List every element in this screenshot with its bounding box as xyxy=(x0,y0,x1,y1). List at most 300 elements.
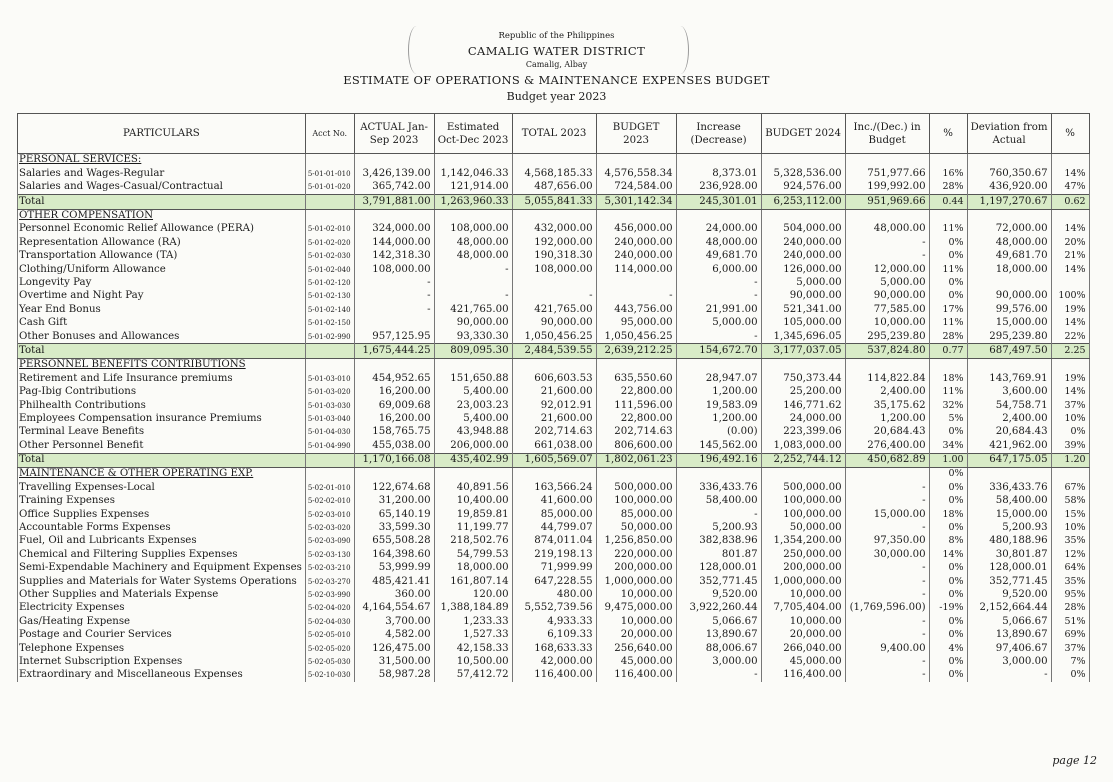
value-cell: 0% xyxy=(929,481,967,494)
value-cell: 537,824.80 xyxy=(845,344,929,358)
value-cell: 455,038.00 xyxy=(354,439,434,453)
value-cell: 128,000.01 xyxy=(676,562,761,575)
value-cell: 10,500.00 xyxy=(434,655,512,668)
row-label: Overtime and Night Pay xyxy=(18,290,306,303)
value-cell: 93,330.30 xyxy=(434,330,512,344)
acct-cell: 5-01-02-150 xyxy=(305,317,354,330)
value-cell: 95,000.00 xyxy=(596,317,676,330)
value-cell xyxy=(434,358,512,372)
value-cell: 19,859.81 xyxy=(434,508,512,521)
row-label: Salaries and Wages-Regular xyxy=(18,167,306,180)
value-cell: 13,890.67 xyxy=(967,629,1051,642)
value-cell: 0% xyxy=(929,669,967,682)
value-cell: 14% xyxy=(1051,223,1089,236)
total-row xyxy=(18,453,1090,467)
value-cell: 352,771.45 xyxy=(967,575,1051,588)
value-cell: 105,000.00 xyxy=(761,317,845,330)
value-cell: 163,566.24 xyxy=(512,481,596,494)
value-cell: 51% xyxy=(1051,615,1089,628)
value-cell xyxy=(354,154,434,168)
acct-cell: 5-01-04-990 xyxy=(305,439,354,453)
value-cell: 0% xyxy=(929,236,967,249)
value-cell: 3,177,037.05 xyxy=(761,344,845,358)
value-cell: 1,233.33 xyxy=(434,615,512,628)
value-cell: 19% xyxy=(1051,372,1089,385)
value-cell xyxy=(967,154,1051,168)
acct-cell: 5-01-02-990 xyxy=(305,330,354,344)
value-cell: 240,000.00 xyxy=(596,236,676,249)
row-label: Gas/Heating Expense xyxy=(18,615,306,628)
value-cell: 9,475,000.00 xyxy=(596,602,676,615)
value-cell: 1,200.00 xyxy=(845,412,929,425)
value-cell: 432,000.00 xyxy=(512,223,596,236)
row-label: Longevity Pay xyxy=(18,277,306,290)
acct-cell: 5-01-03-020 xyxy=(305,386,354,399)
value-cell: 90,000.00 xyxy=(845,290,929,303)
table-row xyxy=(18,615,1090,628)
value-cell: 10,000.00 xyxy=(761,615,845,628)
value-cell: 190,318.30 xyxy=(512,250,596,263)
value-cell xyxy=(967,467,1051,481)
value-cell: - xyxy=(845,495,929,508)
value-cell: 37% xyxy=(1051,399,1089,412)
acct-cell xyxy=(305,453,354,467)
table-row xyxy=(18,495,1090,508)
section-row xyxy=(18,358,1090,372)
value-cell: 50,000.00 xyxy=(596,522,676,535)
value-cell: 18% xyxy=(929,372,967,385)
value-cell: 11% xyxy=(929,317,967,330)
row-label: Postage and Courier Services xyxy=(18,629,306,642)
value-cell: 23,003.23 xyxy=(434,399,512,412)
value-cell: 1,050,456.25 xyxy=(596,330,676,344)
row-label: Supplies and Materials for Water Systems Operations xyxy=(18,575,306,588)
value-cell: 95% xyxy=(1051,589,1089,602)
value-cell: 0% xyxy=(1051,669,1089,682)
value-cell: 0% xyxy=(929,629,967,642)
value-cell: 202,714.63 xyxy=(512,426,596,439)
value-cell: 142,318.30 xyxy=(354,250,434,263)
value-cell: 20,684.43 xyxy=(845,426,929,439)
value-cell: 295,239.80 xyxy=(967,330,1051,344)
value-cell: - xyxy=(596,290,676,303)
value-cell: 3,600.00 xyxy=(967,386,1051,399)
value-cell: 1,050,456.25 xyxy=(512,330,596,344)
value-cell: 192,000.00 xyxy=(512,236,596,249)
value-cell: 64% xyxy=(1051,562,1089,575)
value-cell: - xyxy=(354,277,434,290)
row-label: Internet Subscription Expenses xyxy=(18,655,306,668)
value-cell xyxy=(512,154,596,168)
value-cell: 58,400.00 xyxy=(676,495,761,508)
value-cell: 12% xyxy=(1051,548,1089,561)
value-cell: 24,000.00 xyxy=(761,412,845,425)
table-row xyxy=(18,642,1090,655)
acct-cell: 5-01-03-040 xyxy=(305,412,354,425)
value-cell: 1,802,061.23 xyxy=(596,453,676,467)
table-row xyxy=(18,412,1090,425)
value-cell: (1,769,596.00) xyxy=(845,602,929,615)
value-cell xyxy=(512,358,596,372)
table-row xyxy=(18,250,1090,263)
value-cell: 951,969.66 xyxy=(845,195,929,209)
value-cell: - xyxy=(845,522,929,535)
value-cell: 126,475.00 xyxy=(354,642,434,655)
value-cell: 21% xyxy=(1051,250,1089,263)
value-cell xyxy=(967,209,1051,223)
row-label: Telephone Expenses xyxy=(18,642,306,655)
value-cell: 1,354,200.00 xyxy=(761,535,845,548)
value-cell: 16,200.00 xyxy=(354,386,434,399)
acct-cell: 5-02-03-020 xyxy=(305,522,354,535)
value-cell: - xyxy=(354,290,434,303)
value-cell: 4,568,185.33 xyxy=(512,167,596,180)
value-cell: 436,920.00 xyxy=(967,181,1051,195)
value-cell: 2,152,664.44 xyxy=(967,602,1051,615)
table-row xyxy=(18,181,1090,195)
value-cell: 17% xyxy=(929,303,967,316)
value-cell: 0% xyxy=(1051,426,1089,439)
value-cell: 21,600.00 xyxy=(512,412,596,425)
row-label: Electricity Expenses xyxy=(18,602,306,615)
value-cell xyxy=(354,467,434,481)
value-cell: 655,508.28 xyxy=(354,535,434,548)
value-cell: 28% xyxy=(1051,602,1089,615)
value-cell: 4% xyxy=(929,642,967,655)
acct-cell: 5-01-01-020 xyxy=(305,181,354,195)
col-inc-dec: Inc./(Dec.) in Budget xyxy=(845,114,929,154)
value-cell: 240,000.00 xyxy=(761,236,845,249)
value-cell: 0.77 xyxy=(929,344,967,358)
value-cell: 48,000.00 xyxy=(676,236,761,249)
value-cell xyxy=(434,467,512,481)
table-row xyxy=(18,330,1090,344)
col-increase: Increase (Decrease) xyxy=(676,114,761,154)
row-label: Terminal Leave Benefits xyxy=(18,426,306,439)
value-cell: 12,000.00 xyxy=(845,263,929,276)
value-cell: 236,928.00 xyxy=(676,181,761,195)
value-cell xyxy=(761,358,845,372)
value-cell: 67% xyxy=(1051,481,1089,494)
value-cell xyxy=(1051,277,1089,290)
value-cell xyxy=(845,209,929,223)
value-cell: 18% xyxy=(929,508,967,521)
value-cell: 1,000,000.00 xyxy=(596,575,676,588)
row-label: Year End Bonus xyxy=(18,303,306,316)
value-cell: 1,170,166.08 xyxy=(354,453,434,467)
value-cell: 10,400.00 xyxy=(434,495,512,508)
value-cell: 6,253,112.00 xyxy=(761,195,845,209)
acct-cell: 5-01-02-020 xyxy=(305,236,354,249)
row-label: OTHER COMPENSATION xyxy=(18,209,306,223)
value-cell: 266,040.00 xyxy=(761,642,845,655)
value-cell: 4,582.00 xyxy=(354,629,434,642)
value-cell: 6,109.33 xyxy=(512,629,596,642)
value-cell: 219,198.13 xyxy=(512,548,596,561)
value-cell xyxy=(512,277,596,290)
row-label: Personnel Economic Relief Allowance (PERA) xyxy=(18,223,306,236)
value-cell: 35% xyxy=(1051,535,1089,548)
row-label: Extraordinary and Miscellaneous Expenses xyxy=(18,669,306,682)
table-row xyxy=(18,303,1090,316)
value-cell: 116,400.00 xyxy=(761,669,845,682)
value-cell: 2,639,212.25 xyxy=(596,344,676,358)
value-cell: 360.00 xyxy=(354,589,434,602)
acct-cell: 5-01-03-010 xyxy=(305,372,354,385)
value-cell: 1,675,444.25 xyxy=(354,344,434,358)
value-cell: 1,200.00 xyxy=(676,412,761,425)
value-cell: 5,000.00 xyxy=(676,317,761,330)
acct-cell: 5-02-03-130 xyxy=(305,548,354,561)
value-cell: 2,252,744.12 xyxy=(761,453,845,467)
section-row xyxy=(18,467,1090,481)
value-cell xyxy=(434,209,512,223)
value-cell xyxy=(434,277,512,290)
row-label: Transportation Allowance (TA) xyxy=(18,250,306,263)
page-number: page 12 xyxy=(1052,754,1097,767)
value-cell: 724,584.00 xyxy=(596,181,676,195)
value-cell: 8% xyxy=(929,535,967,548)
value-cell: 116,400.00 xyxy=(596,669,676,682)
value-cell: 606,603.53 xyxy=(512,372,596,385)
value-cell: - xyxy=(676,669,761,682)
value-cell: - xyxy=(845,575,929,588)
acct-cell: 5-02-05-020 xyxy=(305,642,354,655)
value-cell: 3,922,260.44 xyxy=(676,602,761,615)
value-cell: 41,600.00 xyxy=(512,495,596,508)
value-cell: 1,345,696.05 xyxy=(761,330,845,344)
value-cell: 92,012.91 xyxy=(512,399,596,412)
value-cell: 14% xyxy=(1051,263,1089,276)
value-cell: 32% xyxy=(929,399,967,412)
value-cell: 120.00 xyxy=(434,589,512,602)
acct-cell: 5-01-02-130 xyxy=(305,290,354,303)
value-cell: 85,000.00 xyxy=(512,508,596,521)
section-row xyxy=(18,154,1090,168)
value-cell xyxy=(676,358,761,372)
table-row xyxy=(18,655,1090,668)
value-cell: 100,000.00 xyxy=(761,508,845,521)
row-label: Total xyxy=(18,344,306,358)
value-cell: 365,742.00 xyxy=(354,181,434,195)
value-cell: - xyxy=(967,669,1051,682)
value-cell: 116,400.00 xyxy=(512,669,596,682)
value-cell: 10,000.00 xyxy=(845,317,929,330)
value-cell: 10,000.00 xyxy=(596,589,676,602)
value-cell: 20,684.43 xyxy=(967,426,1051,439)
value-cell: 421,962.00 xyxy=(967,439,1051,453)
value-cell: 31,200.00 xyxy=(354,495,434,508)
value-cell: 485,421.41 xyxy=(354,575,434,588)
value-cell: - xyxy=(845,236,929,249)
value-cell: 58% xyxy=(1051,495,1089,508)
value-cell: 6,000.00 xyxy=(676,263,761,276)
value-cell: 250,000.00 xyxy=(761,548,845,561)
acct-cell: 5-02-04-020 xyxy=(305,602,354,615)
value-cell: 2,400.00 xyxy=(967,412,1051,425)
table-row xyxy=(18,522,1090,535)
value-cell xyxy=(676,154,761,168)
value-cell: 14% xyxy=(929,548,967,561)
value-cell: 18,000.00 xyxy=(967,263,1051,276)
value-cell: 1,000,000.00 xyxy=(761,575,845,588)
value-cell: 5,552,739.56 xyxy=(512,602,596,615)
row-label: Other Personnel Benefit xyxy=(18,439,306,453)
col-particulars: PARTICULARS xyxy=(18,114,306,154)
row-label: Accountable Forms Expenses xyxy=(18,522,306,535)
value-cell: 443,756.00 xyxy=(596,303,676,316)
value-cell: 245,301.01 xyxy=(676,195,761,209)
row-label: Employees Compensation insurance Premiums xyxy=(18,412,306,425)
acct-cell: 5-02-03-090 xyxy=(305,535,354,548)
value-cell: 924,576.00 xyxy=(761,181,845,195)
value-cell xyxy=(929,358,967,372)
table-row xyxy=(18,439,1090,453)
value-cell: 5,301,142.34 xyxy=(596,195,676,209)
row-label: Travelling Expenses-Local xyxy=(18,481,306,494)
value-cell: - xyxy=(845,669,929,682)
value-cell: 5% xyxy=(929,412,967,425)
value-cell: 5,000.00 xyxy=(845,277,929,290)
value-cell: 0% xyxy=(929,562,967,575)
col-pct-2: % xyxy=(1051,114,1089,154)
value-cell: 34% xyxy=(929,439,967,453)
acct-cell: 5-01-01-010 xyxy=(305,167,354,180)
acct-cell: 5-01-04-030 xyxy=(305,426,354,439)
document-title: ESTIMATE OF OPERATIONS & MAINTENANCE EXPENSES BUDGET xyxy=(343,73,770,87)
country-line: Republic of the Philippines xyxy=(498,31,615,41)
value-cell: 200,000.00 xyxy=(596,562,676,575)
value-cell: 57,412.72 xyxy=(434,669,512,682)
value-cell xyxy=(845,154,929,168)
value-cell: 161,807.14 xyxy=(434,575,512,588)
value-cell: 100,000.00 xyxy=(761,495,845,508)
value-cell xyxy=(967,358,1051,372)
value-cell: 11% xyxy=(929,223,967,236)
value-cell: 54,758.71 xyxy=(967,399,1051,412)
col-total-2023: TOTAL 2023 xyxy=(512,114,596,154)
value-cell: 421,765.00 xyxy=(434,303,512,316)
value-cell: 146,771.62 xyxy=(761,399,845,412)
value-cell: 647,228.55 xyxy=(512,575,596,588)
value-cell xyxy=(434,154,512,168)
value-cell xyxy=(354,317,434,330)
value-cell: 5,200.93 xyxy=(967,522,1051,535)
col-deviation: Deviation from Actual xyxy=(967,114,1051,154)
value-cell: 114,822.84 xyxy=(845,372,929,385)
value-cell xyxy=(596,154,676,168)
value-cell: 276,400.00 xyxy=(845,439,929,453)
value-cell: 35% xyxy=(1051,575,1089,588)
value-cell: - xyxy=(845,655,929,668)
acct-cell: 5-02-10-030 xyxy=(305,669,354,682)
value-cell xyxy=(596,467,676,481)
value-cell: 48,000.00 xyxy=(845,223,929,236)
table-row xyxy=(18,548,1090,561)
value-cell: 760,350.67 xyxy=(967,167,1051,180)
value-cell: 16,200.00 xyxy=(354,412,434,425)
value-cell: 9,520.00 xyxy=(967,589,1051,602)
value-cell: 13,890.67 xyxy=(676,629,761,642)
value-cell: 21,991.00 xyxy=(676,303,761,316)
value-cell: 31,500.00 xyxy=(354,655,434,668)
value-cell: 7% xyxy=(1051,655,1089,668)
value-cell: 957,125.95 xyxy=(354,330,434,344)
value-cell: 90,000.00 xyxy=(967,290,1051,303)
table-row xyxy=(18,562,1090,575)
value-cell: 48,000.00 xyxy=(967,236,1051,249)
value-cell: 4,164,554.67 xyxy=(354,602,434,615)
value-cell: 647,175.05 xyxy=(967,453,1051,467)
value-cell: 240,000.00 xyxy=(596,250,676,263)
value-cell: 108,000.00 xyxy=(512,263,596,276)
value-cell: 39% xyxy=(1051,439,1089,453)
value-cell: 1,263,960.33 xyxy=(434,195,512,209)
table-row xyxy=(18,669,1090,682)
value-cell: 1,605,569.07 xyxy=(512,453,596,467)
value-cell: 336,433.76 xyxy=(967,481,1051,494)
value-cell: 1.00 xyxy=(929,453,967,467)
value-cell: - xyxy=(845,250,929,263)
value-cell: 5,066.67 xyxy=(967,615,1051,628)
value-cell: 15% xyxy=(1051,508,1089,521)
row-label: Fuel, Oil and Lubricants Expenses xyxy=(18,535,306,548)
value-cell: 382,838.96 xyxy=(676,535,761,548)
acct-cell: 5-01-02-120 xyxy=(305,277,354,290)
value-cell: 0% xyxy=(929,495,967,508)
col-actual: ACTUAL Jan-Sep 2023 xyxy=(354,114,434,154)
value-cell: 336,433.76 xyxy=(676,481,761,494)
value-cell: 0% xyxy=(929,655,967,668)
table-row xyxy=(18,223,1090,236)
value-cell: 9,400.00 xyxy=(845,642,929,655)
value-cell: 0.44 xyxy=(929,195,967,209)
value-cell xyxy=(1051,209,1089,223)
acct-cell: 5-01-03-030 xyxy=(305,399,354,412)
value-cell: 90,000.00 xyxy=(434,317,512,330)
value-cell: 635,550.60 xyxy=(596,372,676,385)
acct-cell: 5-02-05-010 xyxy=(305,629,354,642)
value-cell: 1,200.00 xyxy=(676,386,761,399)
row-label: Training Expenses xyxy=(18,495,306,508)
value-cell: 33,599.30 xyxy=(354,522,434,535)
value-cell: 100% xyxy=(1051,290,1089,303)
value-cell: 42,000.00 xyxy=(512,655,596,668)
table-row xyxy=(18,575,1090,588)
value-cell: 97,350.00 xyxy=(845,535,929,548)
value-cell: 88,006.67 xyxy=(676,642,761,655)
row-label: Philhealth Contributions xyxy=(18,399,306,412)
value-cell: 90,000.00 xyxy=(761,290,845,303)
value-cell: 28% xyxy=(929,181,967,195)
table-row xyxy=(18,426,1090,439)
value-cell: 7,705,404.00 xyxy=(761,602,845,615)
value-cell: (0.00) xyxy=(676,426,761,439)
value-cell: - xyxy=(845,589,929,602)
value-cell: 28% xyxy=(929,330,967,344)
value-cell: 90,000.00 xyxy=(512,317,596,330)
value-cell xyxy=(761,154,845,168)
value-cell: 144,000.00 xyxy=(354,236,434,249)
value-cell: 0% xyxy=(929,575,967,588)
row-label: Pag-Ibig Contributions xyxy=(18,386,306,399)
value-cell: 200,000.00 xyxy=(761,562,845,575)
value-cell: 164,398.60 xyxy=(354,548,434,561)
acct-cell: 5-02-03-990 xyxy=(305,589,354,602)
value-cell: 50,000.00 xyxy=(761,522,845,535)
value-cell: 47% xyxy=(1051,181,1089,195)
value-cell: 49,681.70 xyxy=(676,250,761,263)
